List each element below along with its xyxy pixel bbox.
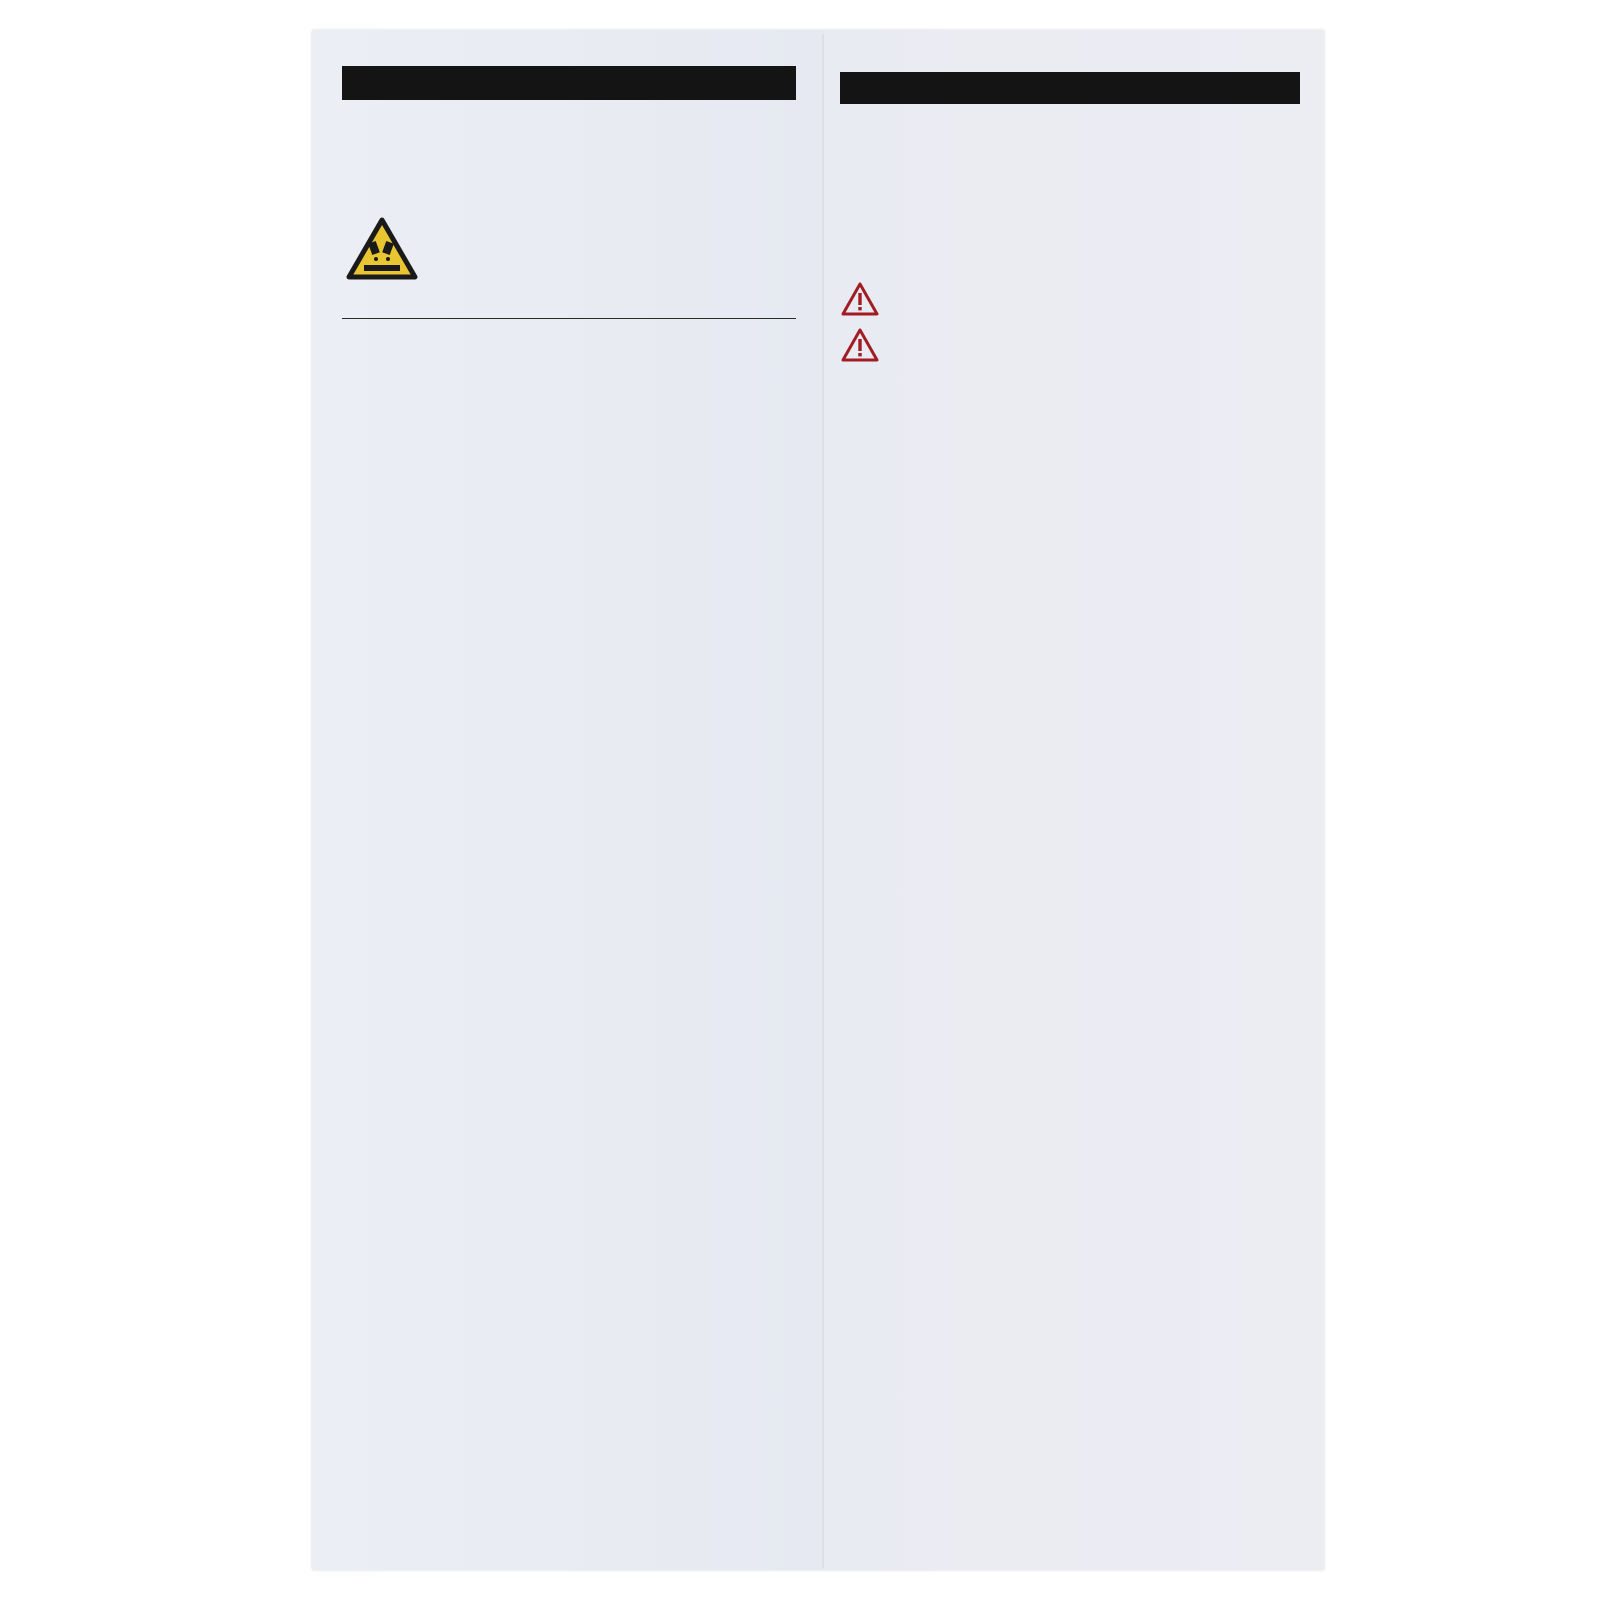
sheet-fold <box>822 34 824 1568</box>
warnings-column <box>342 66 796 319</box>
section-avviamento <box>840 543 1300 547</box>
instructions-column <box>840 72 1300 104</box>
section-inutilizzo <box>840 784 1300 788</box>
section-smontaggio <box>840 691 1300 695</box>
section-installazione <box>840 269 1300 363</box>
section-istruzioni <box>840 120 1300 124</box>
warning-triangle-icon <box>840 281 880 317</box>
right-language-bar <box>840 72 1300 104</box>
warning-row <box>342 144 796 319</box>
warnings-headings <box>342 100 796 144</box>
section-scarica <box>840 961 1300 965</box>
warning-triangle-icon <box>840 327 880 363</box>
corrosive-acid-icon <box>342 184 422 314</box>
language-bar <box>342 66 796 100</box>
